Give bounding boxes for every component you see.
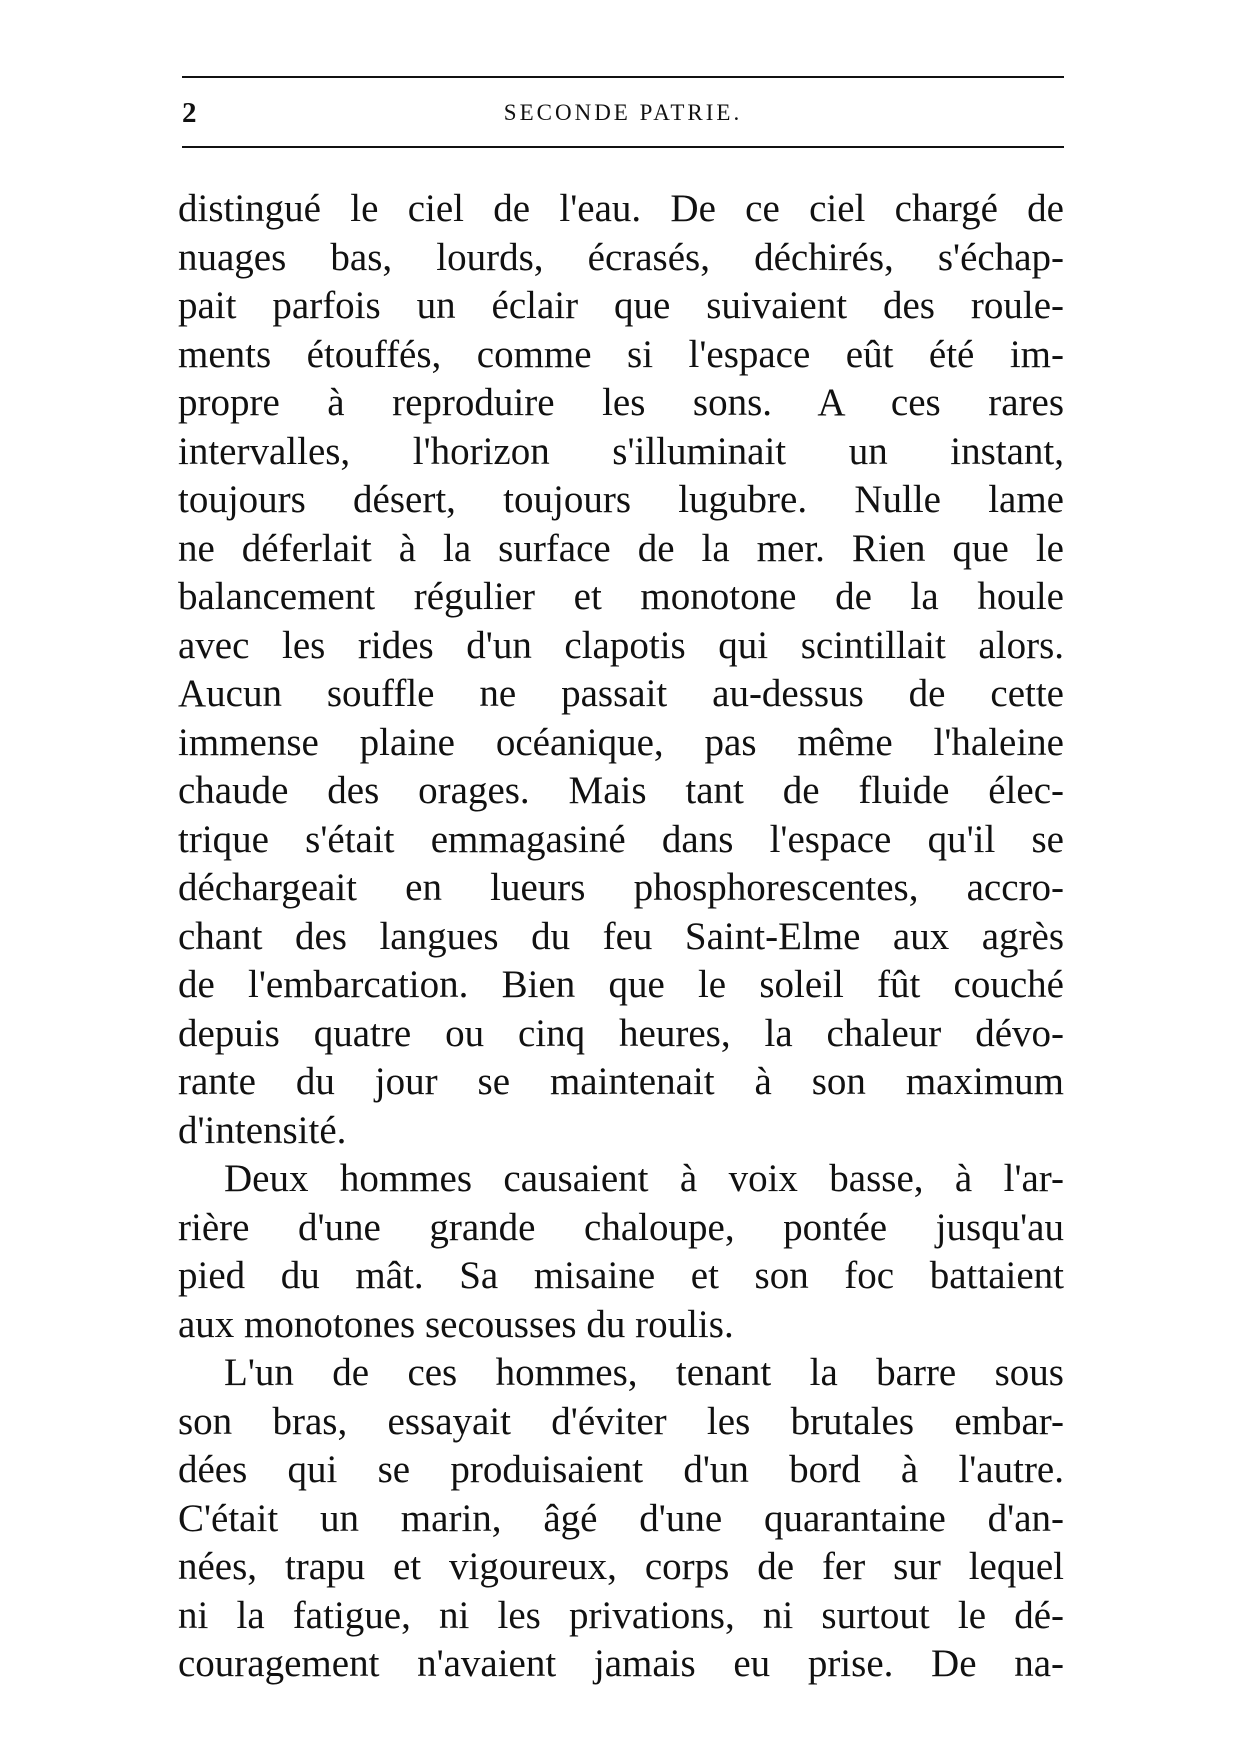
text-line: distingué le ciel de l'eau. De ce ciel chargé de: [178, 187, 1064, 230]
text-line: immense plaine océanique, pas même l'haleine: [178, 720, 1064, 764]
text-line: couragement n'avaient jamais eu prise. De na-: [178, 1642, 1064, 1685]
header-top-rule: [182, 76, 1064, 78]
text-line: ments étouffés, comme si l'espace eût été im-: [178, 332, 1064, 376]
body-text: [178, 185, 1064, 1689]
text-line: pait parfois un éclair que suivaient des roule-: [178, 284, 1064, 327]
paragraph-2: [178, 1155, 1064, 1349]
text-line: propre à reproduire les sons. A ces rares: [178, 381, 1064, 424]
page-number: 2: [182, 97, 197, 129]
text-line: Aucun souffle ne passait au-dessus de cette: [178, 672, 1064, 715]
text-line: nées, trapu et vigoureux, corps de fer sur lequel: [178, 1545, 1064, 1588]
text-line: nuages bas, lourds, écrasés, déchirés, s'échap-: [178, 235, 1064, 279]
text-line: ne déferlait à la surface de la mer. Rien que le: [178, 526, 1064, 570]
text-line: depuis quatre ou cinq heures, la chaleur dévo-: [178, 1011, 1064, 1055]
text-line: trique s'était emmagasiné dans l'espace qu'il se: [178, 817, 1064, 861]
text-line: avec les rides d'un clapotis qui scintillait alors.: [178, 623, 1064, 667]
text-line: chaude des orages. Mais tant de fluide élec-: [178, 769, 1064, 812]
text-line: pied du mât. Sa misaine et son foc battaient: [178, 1254, 1064, 1297]
text-line: rière d'une grande chaloupe, pontée jusqu'au: [178, 1205, 1064, 1249]
text-line: déchargeait en lueurs phosphorescentes, accro-: [178, 866, 1064, 909]
text-line: d'intensité.: [178, 1108, 347, 1152]
text-line: Deux hommes causaient à voix basse, à l'ar-: [224, 1157, 1064, 1200]
text-line: rante du jour se maintenait à son maximum: [178, 1060, 1064, 1103]
text-line: aux monotones secousses du roulis.: [178, 1302, 734, 1346]
text-line: dées qui se produisaient d'un bord à l'autre.: [178, 1448, 1064, 1491]
text-line: C'était un marin, âgé d'une quarantaine d'an-: [178, 1496, 1064, 1540]
paragraph-3: [178, 1349, 1064, 1689]
text-line: ni la fatigue, ni les privations, ni surtout le dé-: [178, 1593, 1064, 1637]
text-line: son bras, essayait d'éviter les brutales embar-: [178, 1399, 1064, 1443]
running-title: SECONDE PATRIE.: [503, 100, 743, 125]
text-line: de l'embarcation. Bien que le soleil fût couché: [178, 963, 1064, 1006]
header-bottom-rule: [182, 146, 1064, 148]
text-line: toujours désert, toujours lugubre. Nulle lame: [178, 478, 1064, 521]
paragraph-1: [178, 185, 1064, 1155]
text-line: chant des langues du feu Saint-Elme aux agrès: [178, 914, 1064, 958]
running-head: [182, 96, 1064, 130]
text-line: balancement régulier et monotone de la houle: [178, 575, 1064, 618]
text-line: intervalles, l'horizon s'illuminait un instant,: [178, 429, 1064, 473]
text-line: L'un de ces hommes, tenant la barre sous: [224, 1351, 1064, 1394]
